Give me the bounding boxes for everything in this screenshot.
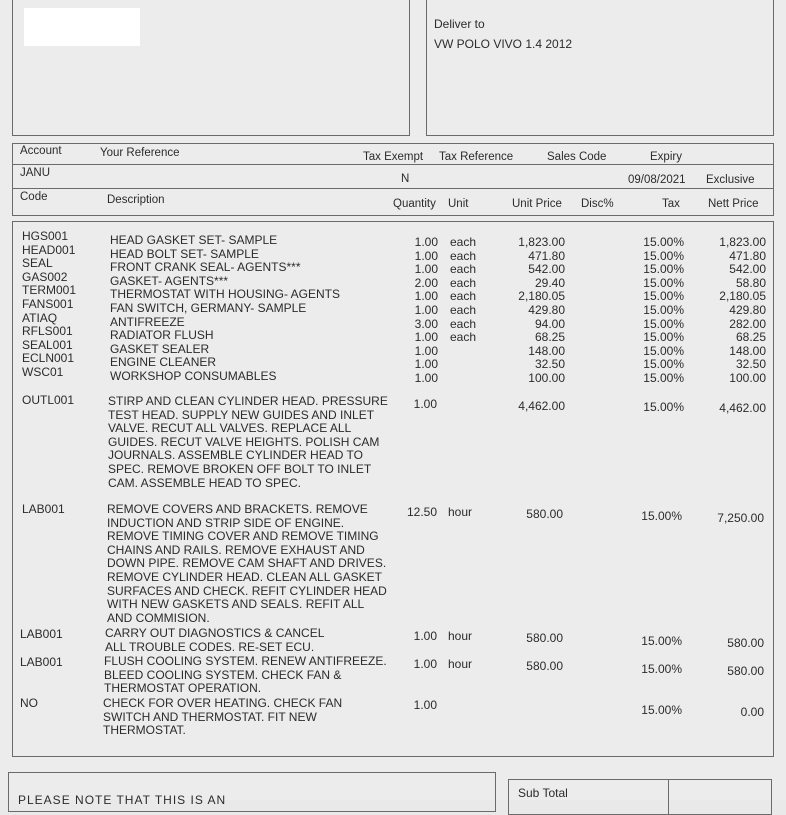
pricing-value: Exclusive xyxy=(706,174,755,186)
item-description: GASKET SEALER xyxy=(110,341,210,356)
item-nett-price: 542.00 xyxy=(729,262,766,277)
subtotal-divider xyxy=(668,779,669,815)
redacted-customer-name xyxy=(24,8,140,46)
item-quantity: 2.00 xyxy=(414,275,438,290)
service-code: LAB001 xyxy=(20,655,63,669)
header-divider xyxy=(12,164,774,165)
tax-exempt-label: Tax Exempt xyxy=(363,151,424,163)
item-description: RADIATOR FLUSH xyxy=(110,328,214,343)
service-unit: hour xyxy=(448,657,473,671)
item-quantity: 1.00 xyxy=(414,343,438,358)
item-tax: 15.00% xyxy=(643,343,684,358)
item-nett-price: 2,180.05 xyxy=(719,289,766,304)
item-nett-price: 1,823.00 xyxy=(719,235,766,249)
service-description: REMOVE COVERS AND BRACKETS. REMOVE INDUCTION AND STRIP SIDE OF ENGINE. REMOVE TIMING COVER AND REMOVE TIMING CHAINS AND RAILS. REMOVE EXHAUST AND DOWN PIPE. REMOVE CAM SHAFT AND DRIVES. REMOVE CYLINDER HEAD. CLEAN ALL GASKET SURFACES AND CHECK. REFIT CYLINDER HEAD WITH NEW GASKETS AND SEALS. REFIT ALL AND COMMISION. xyxy=(107,502,387,625)
item-code: SEAL xyxy=(22,256,53,271)
item-tax: 15.00% xyxy=(643,357,684,372)
nett-price-column-header: Nett Price xyxy=(708,198,759,210)
item-description: FRONT CRANK SEAL- AGENTS*** xyxy=(110,260,301,275)
item-unit: each xyxy=(450,275,477,290)
service-nett-price: 580.00 xyxy=(727,636,764,650)
item-code: WSC01 xyxy=(22,364,64,379)
service-description: STIRP AND CLEAN CYLINDER HEAD. PRESSURE TEST HEAD. SUPPLY NEW GUIDES AND INLET VALVE. RECUT ALL VALVES. REPLACE ALL GUIDES. RECUT VALVE HEIGHTS. POLISH CAM JOURNALS. ASSEMBLE CYLINDER HEAD TO SPEC. REMOVE BROKEN OFF BOLT TO INLET CAM. ASSEMBLE HEAD TO SPEC. xyxy=(108,394,388,490)
service-quantity: 1.00 xyxy=(413,629,437,643)
service-unit: hour xyxy=(448,629,473,643)
unit-price-column-header: Unit Price xyxy=(512,198,562,210)
item-tax: 15.00% xyxy=(643,302,684,317)
item-code: SEAL001 xyxy=(22,337,73,352)
item-nett-price: 148.00 xyxy=(729,343,766,358)
item-nett-price: 58.80 xyxy=(735,275,766,290)
item-unit xyxy=(450,358,476,372)
service-quantity: 1.00 xyxy=(413,397,437,411)
service-code: LAB001 xyxy=(22,502,65,516)
item-nett-price: 282.00 xyxy=(729,316,766,331)
tax-reference-label: Tax Reference xyxy=(439,151,514,163)
service-quantity: 1.00 xyxy=(413,657,437,671)
item-code: RFLS001 xyxy=(22,324,73,339)
item-tax: 15.00% xyxy=(643,235,684,249)
item-unit: each xyxy=(450,248,477,263)
item-tax: 15.00% xyxy=(643,316,684,331)
parts-nett-column xyxy=(700,236,766,386)
deliver-to-label: Deliver to xyxy=(434,17,485,31)
item-unit-price: 542.00 xyxy=(528,262,565,277)
item-description: ENGINE CLEANER xyxy=(110,355,217,370)
item-code: GAS002 xyxy=(22,269,68,284)
item-unit-price: 1,823.00 xyxy=(518,235,565,249)
account-value: JANU xyxy=(20,167,51,179)
service-description: CARRY OUT DIAGNOSTICS & CANCEL ALL TROUBLE CODES. RE-SET ECU. xyxy=(105,626,325,654)
item-tax: 15.00% xyxy=(643,275,684,290)
service-code: OUTL001 xyxy=(22,393,75,407)
item-nett-price: 471.80 xyxy=(729,248,766,263)
item-description: GASKET- AGENTS*** xyxy=(110,273,229,288)
service-nett-price: 0.00 xyxy=(740,705,764,719)
item-unit: each xyxy=(450,330,477,345)
item-quantity: 3.00 xyxy=(414,316,438,331)
item-description: ANTIFREEZE xyxy=(110,314,185,329)
code-column-header: Code xyxy=(20,191,48,203)
service-unit-price: 580.00 xyxy=(526,507,563,521)
item-quantity: 1.00 xyxy=(414,235,438,249)
item-quantity: 1.00 xyxy=(414,248,438,263)
item-description: WORKSHOP CONSUMABLES xyxy=(110,368,277,383)
item-tax: 15.00% xyxy=(643,262,684,277)
item-code: HGS001 xyxy=(22,229,69,243)
service-tax: 15.00% xyxy=(641,509,682,523)
service-tax: 15.00% xyxy=(641,634,682,648)
item-code: TERM001 xyxy=(22,283,77,298)
item-tax: 15.00% xyxy=(643,370,684,385)
service-description: CHECK FOR OVER HEATING. CHECK FAN SWITCH AND THERMOSTAT. FIT NEW THERMOSTAT. xyxy=(103,696,343,738)
item-unit: each xyxy=(450,262,477,277)
expiry-value: 09/08/2021 xyxy=(628,174,686,186)
parts-unit-column xyxy=(450,236,476,386)
item-description: HEAD BOLT SET- SAMPLE xyxy=(110,246,259,261)
service-nett-price: 7,250.00 xyxy=(717,511,764,525)
unit-column-header: Unit xyxy=(448,198,469,210)
sales-code-label: Sales Code xyxy=(547,151,607,163)
item-code: ECLN001 xyxy=(22,351,75,366)
deliver-to-value: VW POLO VIVO 1.4 2012 xyxy=(434,37,573,51)
tax-column-header: Tax xyxy=(662,198,680,210)
service-unit-price: 580.00 xyxy=(526,631,563,645)
item-code: ATIAQ xyxy=(22,310,58,325)
item-quantity: 1.00 xyxy=(414,302,438,317)
item-code: HEAD001 xyxy=(22,242,76,257)
footer-note: PLEASE NOTE THAT THIS IS AN xyxy=(18,793,227,807)
item-unit-price: 429.80 xyxy=(528,302,565,317)
item-tax: 15.00% xyxy=(643,248,684,263)
tax-exempt-value: N xyxy=(401,173,410,185)
item-unit: each xyxy=(450,235,477,249)
item-unit-price: 471.80 xyxy=(528,248,565,263)
item-quantity: 1.00 xyxy=(414,330,438,345)
item-description: THERMOSTAT WITH HOUSING- AGENTS xyxy=(110,287,341,302)
parts-unit-price-column xyxy=(495,236,565,386)
service-quantity: 12.50 xyxy=(406,505,437,519)
item-tax: 15.00% xyxy=(643,289,684,304)
item-unit xyxy=(450,372,476,386)
item-unit-price: 2,180.05 xyxy=(518,289,565,304)
item-quantity: 1.00 xyxy=(414,262,438,277)
service-nett-price: 4,462.00 xyxy=(719,401,766,415)
item-unit-price: 94.00 xyxy=(534,316,565,331)
expiry-label: Expiry xyxy=(650,151,682,163)
item-nett-price: 68.25 xyxy=(735,330,766,345)
item-unit: each xyxy=(450,289,477,304)
header-divider xyxy=(12,188,774,189)
service-description: FLUSH COOLING SYSTEM. RENEW ANTIFREEZE. BLEED COOLING SYSTEM. CHECK FAN & THERMOSTAT OPERATION. xyxy=(104,654,387,696)
item-quantity: 1.00 xyxy=(414,289,438,304)
service-tax: 15.00% xyxy=(641,662,682,676)
parts-quantity-column xyxy=(405,236,438,386)
item-unit: each xyxy=(450,316,477,331)
parts-description-column xyxy=(110,234,340,384)
item-nett-price: 100.00 xyxy=(729,370,766,385)
item-unit-price: 148.00 xyxy=(528,343,565,358)
item-unit: each xyxy=(450,302,477,317)
item-nett-price: 32.50 xyxy=(735,357,766,372)
subtotal-label: Sub Total xyxy=(518,786,568,800)
quantity-column-header: Quantity xyxy=(393,198,436,210)
item-unit-price: 32.50 xyxy=(534,357,565,372)
item-quantity: 1.00 xyxy=(414,370,438,385)
your-reference-label: Your Reference xyxy=(100,147,180,159)
service-unit-price: 4,462.00 xyxy=(518,399,565,413)
item-unit-price: 100.00 xyxy=(528,370,565,385)
item-description: FAN SWITCH, GERMANY- SAMPLE xyxy=(110,300,307,315)
item-quantity: 1.00 xyxy=(414,357,438,372)
service-tax: 15.00% xyxy=(641,703,682,717)
item-description: HEAD GASKET SET- SAMPLE xyxy=(110,233,278,247)
item-unit-price: 29.40 xyxy=(534,275,565,290)
service-code: LAB001 xyxy=(20,627,63,641)
item-unit-price: 68.25 xyxy=(534,330,565,345)
service-code: NO xyxy=(20,696,38,710)
item-code: FANS001 xyxy=(22,296,74,311)
service-unit-price: 580.00 xyxy=(526,659,563,673)
item-tax: 15.00% xyxy=(643,330,684,345)
disc-column-header: Disc% xyxy=(581,198,614,210)
account-label: Account xyxy=(20,145,62,157)
service-nett-price: 580.00 xyxy=(727,664,764,678)
parts-code-column xyxy=(22,230,76,380)
parts-tax-column xyxy=(630,236,684,386)
service-quantity: 1.00 xyxy=(413,698,437,712)
service-tax: 15.00% xyxy=(643,400,684,414)
item-unit xyxy=(450,345,476,359)
description-column-header: Description xyxy=(107,194,165,206)
service-unit: hour xyxy=(448,505,473,519)
item-nett-price: 429.80 xyxy=(729,302,766,317)
